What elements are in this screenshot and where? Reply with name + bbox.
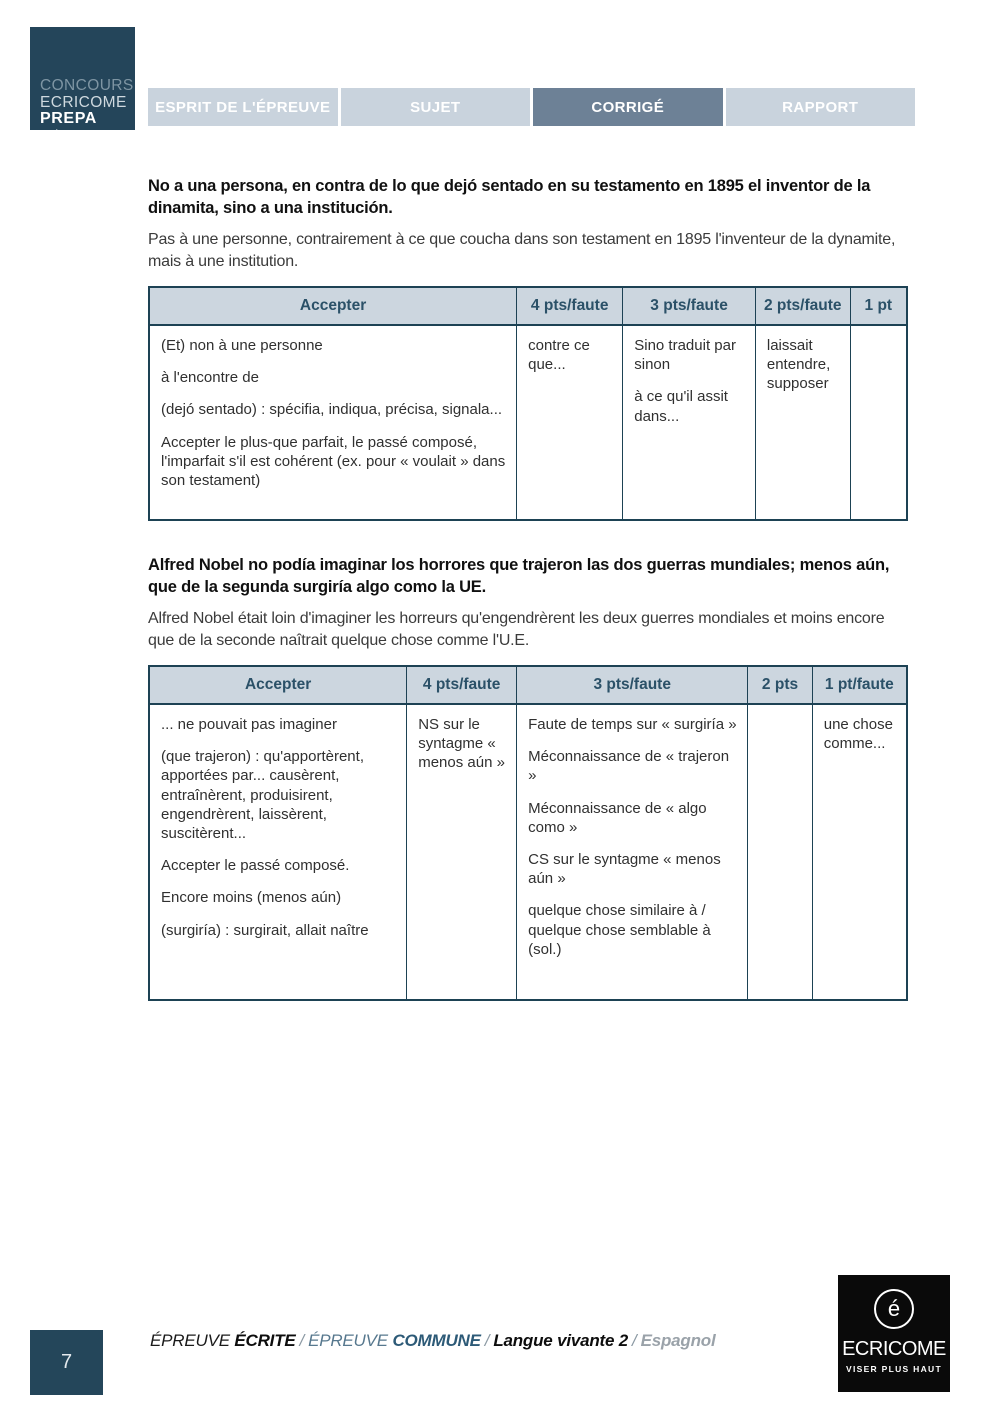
header-2pts-faute: 2 pts/faute [755, 287, 850, 325]
ecricome-tagline: VISER PLUS HAUT [845, 1364, 942, 1374]
faute-item: contre ce que... [528, 337, 590, 374]
spanish-source-sentence: No a una persona, en contra de lo que dejó sentado en su testamento en 1895 el inventor de la dinamita, sino a una institución. [148, 177, 871, 217]
logo-line-prepa: PREPA [40, 110, 97, 127]
cell-accepter [149, 704, 407, 1000]
faute-item: Sino traduit par sinon [634, 337, 736, 374]
accepter-item: ... ne pouvait pas imaginer [161, 716, 337, 734]
faute-item: NS sur le syntagme « menos aún » [418, 716, 505, 772]
crumb-separator: / [632, 1331, 637, 1350]
cell-1pt-faute [812, 704, 907, 1000]
cell-3pts-faute [623, 325, 756, 520]
header-accepter: Accepter [149, 287, 517, 325]
accepter-item: à l'encontre de [161, 369, 259, 387]
faute-item: CS sur le syntagme « menos aún » [528, 851, 721, 888]
crumb-epreuve-2: ÉPREUVE [308, 1331, 388, 1350]
header-3pts-faute: 3 pts/faute [623, 287, 756, 325]
spanish-source-sentence: Alfred Nobel no podía imaginar los horrores que trajeron las dos guerras mundiales; menos aún, que de la segunda surgiría algo como la UE. [148, 556, 890, 596]
accepter-item: (dejó sentado) : spécifia, indiqua, précisa, signala... [161, 401, 503, 419]
cell-2pts-faute [755, 325, 850, 520]
cell-2pts [748, 704, 812, 1000]
faute-item: Faute de temps sur « surgiría » [528, 716, 737, 734]
faute-item: quelque chose similaire à / quelque chose semblable à (sol.) [528, 902, 711, 958]
crumb-ecrite: ÉCRITE [234, 1331, 296, 1350]
header-accepter: Accepter [149, 666, 407, 704]
translation-section-2 [148, 555, 908, 1001]
crumb-commune: COMMUNE [392, 1331, 481, 1350]
table-row [149, 325, 907, 520]
logo-subline-apres: APRÈS [40, 130, 64, 137]
crumb-espagnol: Espagnol [640, 1331, 716, 1350]
tab-corrige[interactable]: CORRIGÉ [533, 88, 723, 126]
accepter-item: (Et) non à une personne [161, 337, 323, 355]
page-number-badge [30, 1330, 103, 1395]
cell-accepter [149, 325, 517, 520]
header-4pts-faute: 4 pts/faute [407, 666, 517, 704]
table-row [149, 704, 907, 1000]
header-2pts: 2 pts [748, 666, 812, 704]
concours-ecricome-prepa-logo [30, 27, 135, 145]
footer-breadcrumb [150, 1331, 716, 1351]
faute-item: laissait entendre, supposer [766, 337, 831, 393]
faute-item: Méconnaissance de « algo como » [528, 799, 707, 836]
table-header-row [149, 666, 907, 704]
tab-rapport[interactable]: RAPPORT [726, 88, 916, 126]
cell-1pt [850, 325, 907, 520]
ecricome-brand-text: ECRICOME [842, 1338, 946, 1360]
ecricome-logo [838, 1275, 950, 1392]
logo-subline-classe-preparatoire: CLASSE PRÉPARATOIRE [40, 137, 123, 145]
ecricome-e-glyph: é [887, 1296, 901, 1321]
crumb-langue-vivante-2: Langue vivante 2 [493, 1331, 629, 1350]
logo-line-ecricome: ECRICOME [40, 93, 127, 111]
grading-table-2 [148, 665, 908, 1001]
ecricome-e-icon [874, 1289, 914, 1329]
header-4pts-faute: 4 pts/faute [517, 287, 623, 325]
page-number: 7 [60, 1351, 73, 1373]
table-header-row [149, 287, 907, 325]
corrige-content [148, 176, 908, 1001]
crumb-epreuve: ÉPREUVE [150, 1331, 230, 1350]
cell-4pts-faute [517, 325, 623, 520]
header-3pts-faute: 3 pts/faute [517, 666, 748, 704]
crumb-separator: / [299, 1331, 305, 1350]
french-translation: Pas à une personne, contrairement à ce que coucha dans son testament en 1895 l'inventeur de la dynamite, mais à une institution. [148, 230, 896, 270]
header-1pt-faute: 1 pt/faute [812, 666, 907, 704]
faute-item: une chose comme... [823, 716, 893, 753]
tab-esprit-de-lepreuve[interactable]: ESPRIT DE L'ÉPREUVE [148, 88, 338, 126]
cell-3pts-faute [517, 704, 748, 1000]
translation-section-1 [148, 176, 908, 521]
accepter-item: Accepter le plus-que parfait, le passé composé, l'imparfait s'il est cohérent (ex. pour « voulait » dans son testament) [161, 433, 506, 489]
accepter-item: (que trajeron) : qu'apportèrent, apportées par... causèrent, entraînèrent, produisirent, engendrèrent, laissèrent, suscitèrent... [161, 748, 364, 842]
cell-4pts-faute [407, 704, 517, 1000]
logo-line-concours: CONCOURS [40, 77, 134, 94]
accepter-item: (surgiría) : surgirait, allait naître [161, 921, 369, 939]
french-translation: Alfred Nobel était loin d'imaginer les horreurs qu'engendrèrent les deux guerres mondiales et moins encore que de la seconde naîtrait quelque chose comme l'U.E. [148, 609, 885, 649]
crumb-separator: / [484, 1331, 490, 1350]
accepter-item: Accepter le passé composé. [161, 857, 350, 875]
faute-item: Méconnaissance de « trajeron » [528, 748, 730, 785]
tab-sujet[interactable]: SUJET [341, 88, 531, 126]
accepter-item: Encore moins (menos aún) [161, 889, 342, 907]
header-1pt: 1 pt [850, 287, 907, 325]
faute-item: à ce qu'il assit dans... [634, 388, 728, 425]
grading-table-1 [148, 286, 908, 521]
section-tabs [148, 88, 915, 126]
